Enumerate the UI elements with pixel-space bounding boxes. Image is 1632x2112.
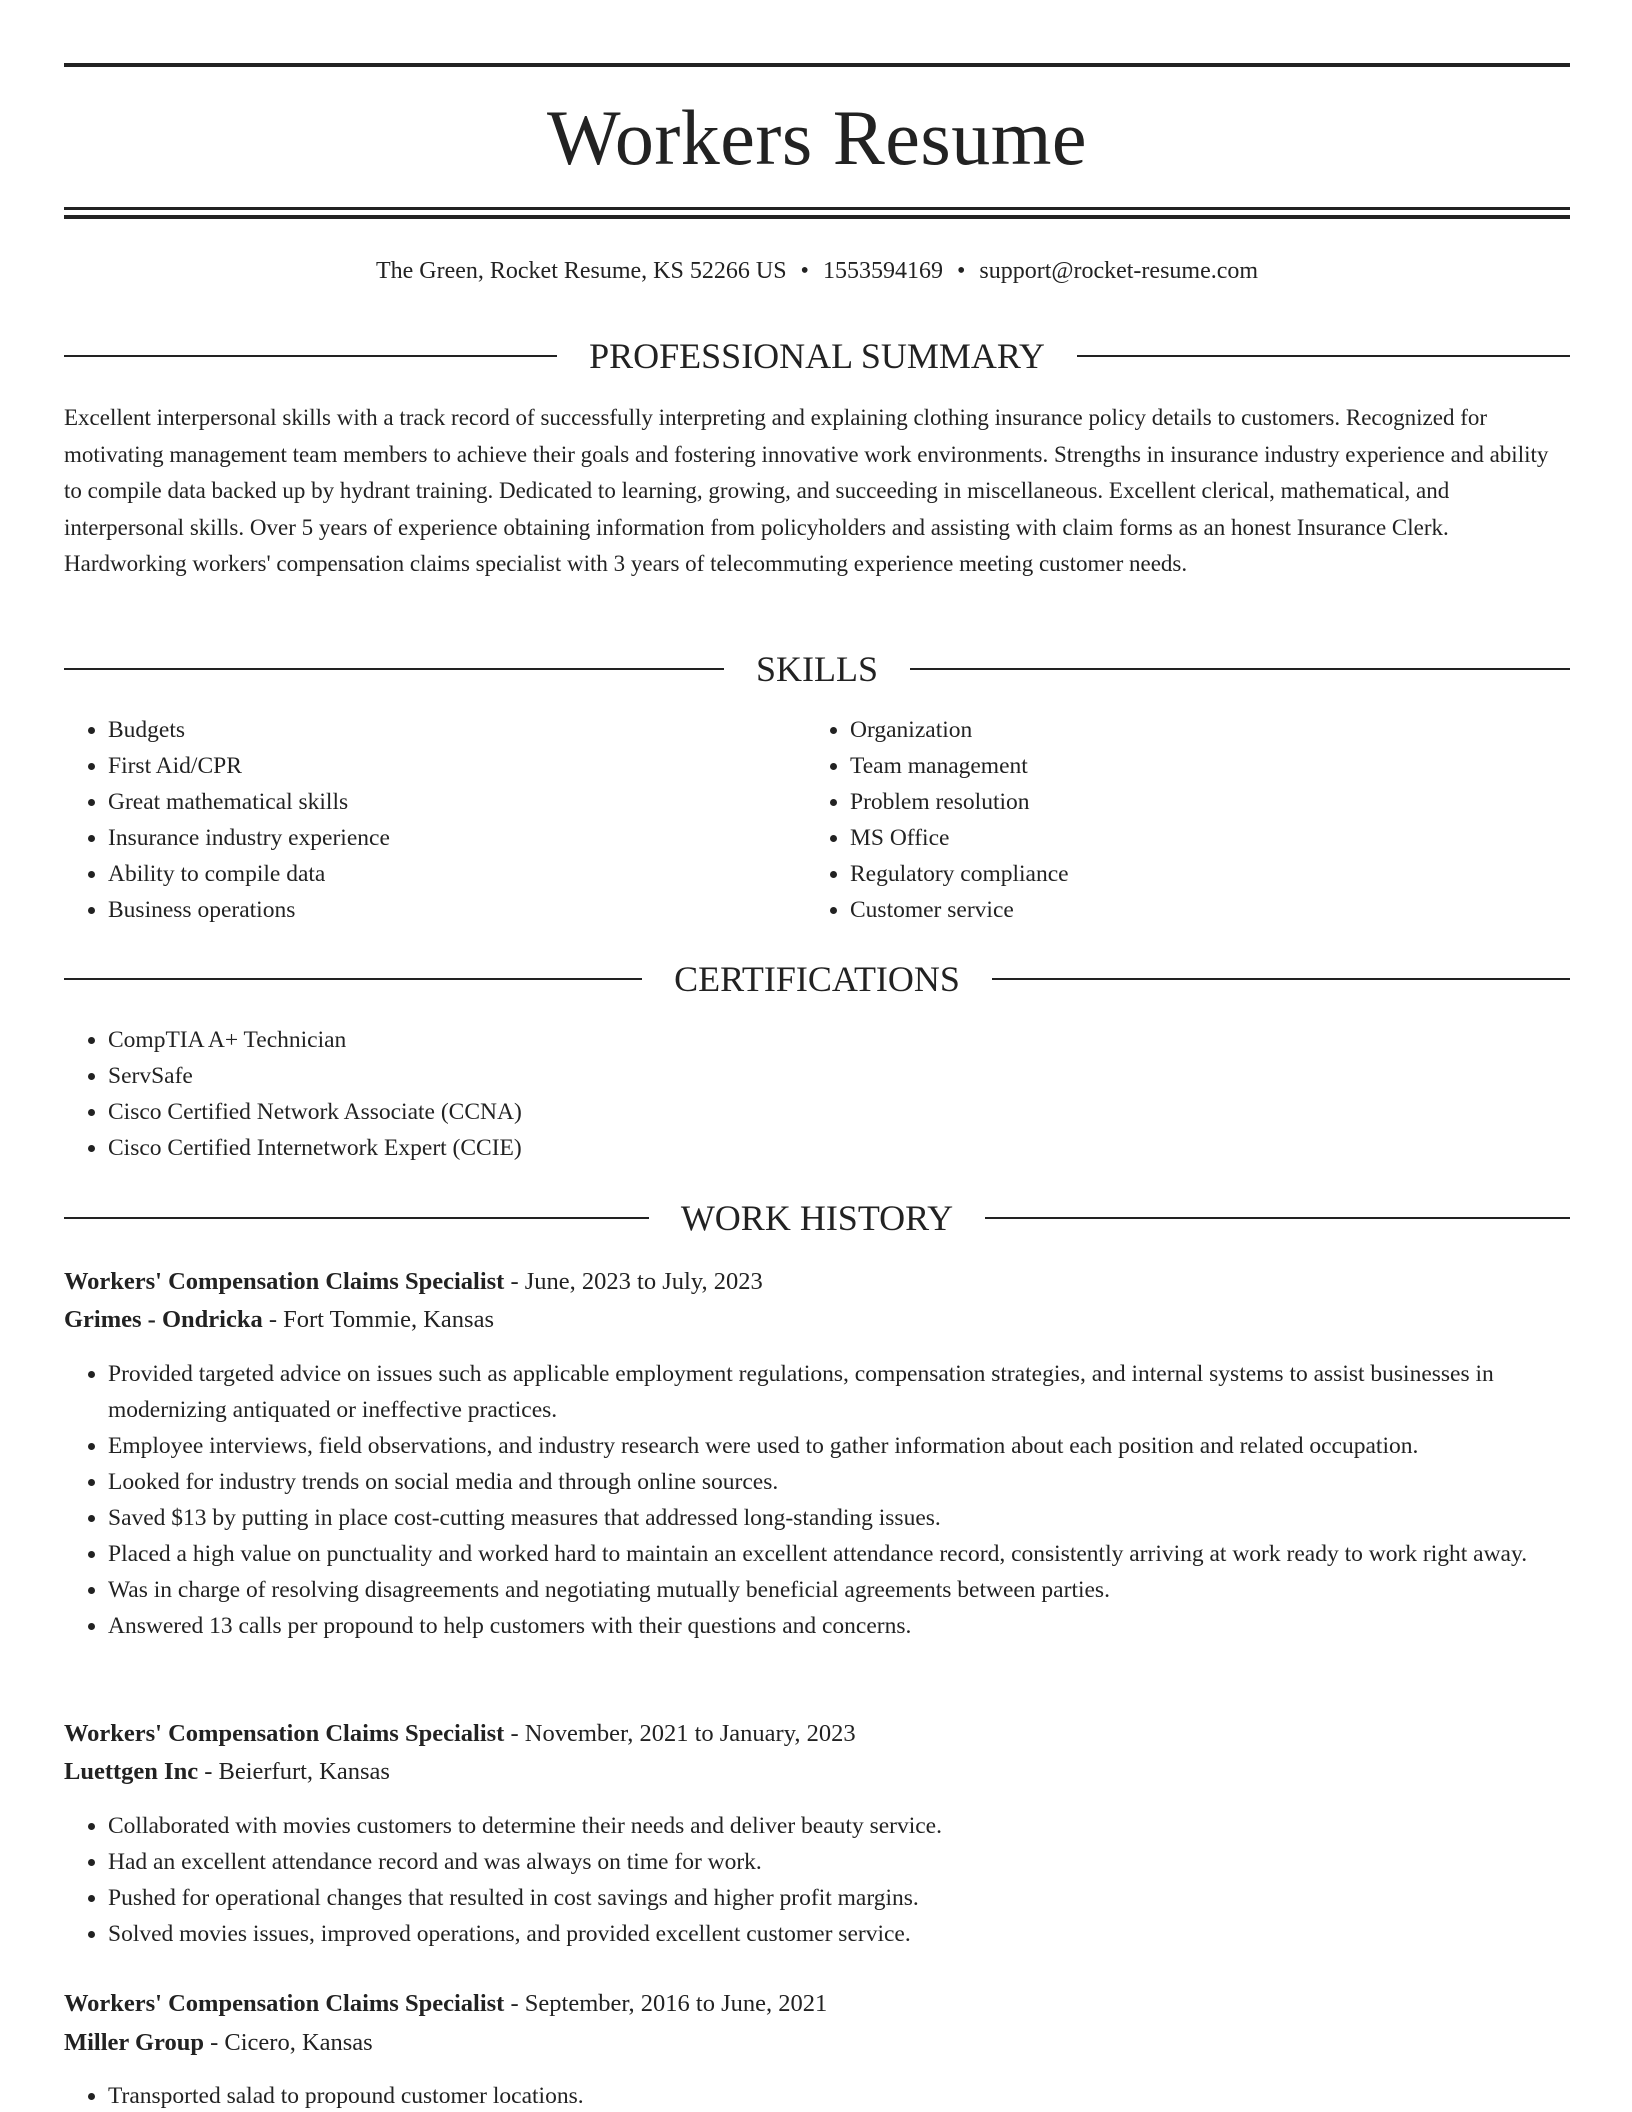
skill-item: • Problem resolution: [850, 784, 1550, 820]
certifications-list: [64, 1022, 1614, 1166]
heading-rule: [1077, 355, 1570, 357]
job-company: Grimes - Ondricka: [64, 1306, 263, 1333]
contact-address: The Green, Rocket Resume, KS 52266 US: [375, 258, 787, 284]
header-double-rule-lower: [64, 215, 1570, 219]
skill-item: • Ability to compile data: [108, 856, 808, 892]
job-bullet: • Solved movies issues, improved operations, and provided excellent customer service.: [108, 1916, 1614, 1952]
certification-item: • Cisco Certified Internetwork Expert (CCIE): [108, 1130, 1614, 1166]
certification-item: • CompTIA A+ Technician: [108, 1022, 1614, 1058]
skill-item: • First Aid/CPR: [108, 748, 808, 784]
skill-item: • Regulatory compliance: [850, 856, 1550, 892]
certifications-heading: [64, 957, 1570, 1001]
job-location: Cicero, Kansas: [224, 2029, 373, 2056]
job-location: Beierfurt, Kansas: [218, 1758, 390, 1785]
work-history-heading-label: WORK HISTORY: [680, 1198, 954, 1238]
skill-item: • Organization: [850, 712, 1550, 748]
job-title-line: Workers' Compensation Claims Specialist - September, 2016 to June, 2021: [64, 1990, 828, 2017]
contact-separator: •: [800, 258, 809, 284]
certifications-heading-label: CERTIFICATIONS: [674, 959, 960, 999]
skill-item: • Budgets: [108, 712, 808, 748]
contact-phone: 1553594169: [822, 258, 943, 284]
certification-item: • Cisco Certified Network Associate (CCNA): [108, 1094, 1614, 1130]
skills-heading: [64, 647, 1570, 691]
job-title-line: Workers' Compensation Claims Specialist - June, 2023 to July, 2023: [64, 1268, 763, 1295]
job-title-line: Workers' Compensation Claims Specialist - November, 2021 to January, 2023: [64, 1720, 856, 1747]
job-location: Fort Tommie, Kansas: [283, 1306, 494, 1333]
skills-list-right: [806, 712, 1550, 928]
job-title: Workers' Compensation Claims Specialist: [64, 1990, 505, 2017]
skill-item: • Insurance industry experience: [108, 820, 808, 856]
job-company: Miller Group: [64, 2029, 204, 2056]
job-company: Luettgen Inc: [64, 1758, 199, 1785]
job-bullets: [64, 1808, 1614, 1952]
heading-rule: [64, 1217, 649, 1219]
job-dates: June, 2023 to July, 2023: [524, 1268, 763, 1295]
job-bullet: • Transported salad to propound customer locations.: [108, 2078, 1614, 2112]
job-bullet: • Was in charge of resolving disagreements and negotiating mutually beneficial agreements between parties.: [108, 1572, 1614, 1608]
summary-heading-label: PROFESSIONAL SUMMARY: [589, 336, 1045, 376]
skills-list-left: [64, 712, 808, 928]
heading-rule: [985, 1217, 1570, 1219]
heading-rule: [64, 668, 724, 670]
summary-text: Excellent interpersonal skills with a track record of successfully interpreting and explaining clothing insurance policy details to customers. Recognized for motivating management team members to achieve their goals and fostering innovative work environments. Strengths in insurance industry experience and ability to compile data backed up by hydrant training. Dedicated to learning, growing, and succeeding in miscellaneous. Excellent clerical, mathematical, and interpersonal skills. Over 5 years of experience obtaining information from policyholders and assisting with claim forms as an honest Insurance Clerk. Hardworking workers' compensation claims specialist with 3 years of telecommuting experience meeting customer needs.: [64, 405, 1549, 576]
contact-separator: •: [956, 258, 966, 284]
skill-item: • Customer service: [850, 892, 1550, 928]
skill-item: • Business operations: [108, 892, 808, 928]
job-dates: September, 2016 to June, 2021: [524, 1990, 828, 2017]
job-bullet: • Had an excellent attendance record and was always on time for work.: [108, 1844, 1614, 1880]
work-history-heading: [64, 1196, 1570, 1240]
skill-item: • Team management: [850, 748, 1550, 784]
job-bullet: • Saved $13 by putting in place cost-cutting measures that addressed long-standing issues.: [108, 1500, 1614, 1536]
job-bullet: • Placed a high value on punctuality and worked hard to maintain an excellent attendance record, consistently arriving at work ready to work right away.: [108, 1536, 1614, 1572]
job-bullet: • Answered 13 calls per propound to help customers with their questions and concerns.: [108, 1608, 1614, 1644]
job-bullet: • Pushed for operational changes that resulted in cost savings and higher profit margins.: [108, 1880, 1614, 1916]
contact-email: support@rocket-resume.com: [979, 258, 1259, 284]
job-bullet: • Looked for industry trends on social media and through online sources.: [108, 1464, 1614, 1500]
job-bullet: • Employee interviews, field observations, and industry research were used to gather information about each position and related occupation.: [108, 1428, 1614, 1464]
job-company-line: Grimes - Ondricka - Fort Tommie, Kansas: [64, 1306, 494, 1333]
job-title: Workers' Compensation Claims Specialist: [64, 1268, 505, 1295]
heading-rule: [64, 355, 557, 357]
job-bullets: [64, 1356, 1614, 1644]
job-company-line: Miller Group - Cicero, Kansas: [64, 2029, 373, 2056]
job-company-line: Luettgen Inc - Beierfurt, Kansas: [64, 1758, 390, 1785]
contact-line: [64, 256, 1570, 286]
skill-item: • MS Office: [850, 820, 1550, 856]
summary-heading: [64, 334, 1570, 378]
job-dates: November, 2021 to January, 2023: [524, 1720, 856, 1747]
header-double-rule-upper: [64, 207, 1570, 210]
job-bullet: • Provided targeted advice on issues such as applicable employment regulations, compensation strategies, and internal systems to assist businesses in modernizing antiquated or ineffective practices.: [108, 1356, 1614, 1428]
heading-rule: [64, 978, 642, 980]
heading-rule: [992, 978, 1570, 980]
skill-item: • Great mathematical skills: [108, 784, 808, 820]
resume-name: Workers Resume: [546, 94, 1088, 181]
skills-heading-label: SKILLS: [756, 649, 879, 689]
job-bullets: [64, 2078, 1614, 2112]
heading-rule: [910, 668, 1570, 670]
header-top-rule: [64, 63, 1570, 67]
certification-item: • ServSafe: [108, 1058, 1614, 1094]
job-bullet: • Collaborated with movies customers to determine their needs and deliver beauty service.: [108, 1808, 1614, 1844]
job-title: Workers' Compensation Claims Specialist: [64, 1720, 505, 1747]
